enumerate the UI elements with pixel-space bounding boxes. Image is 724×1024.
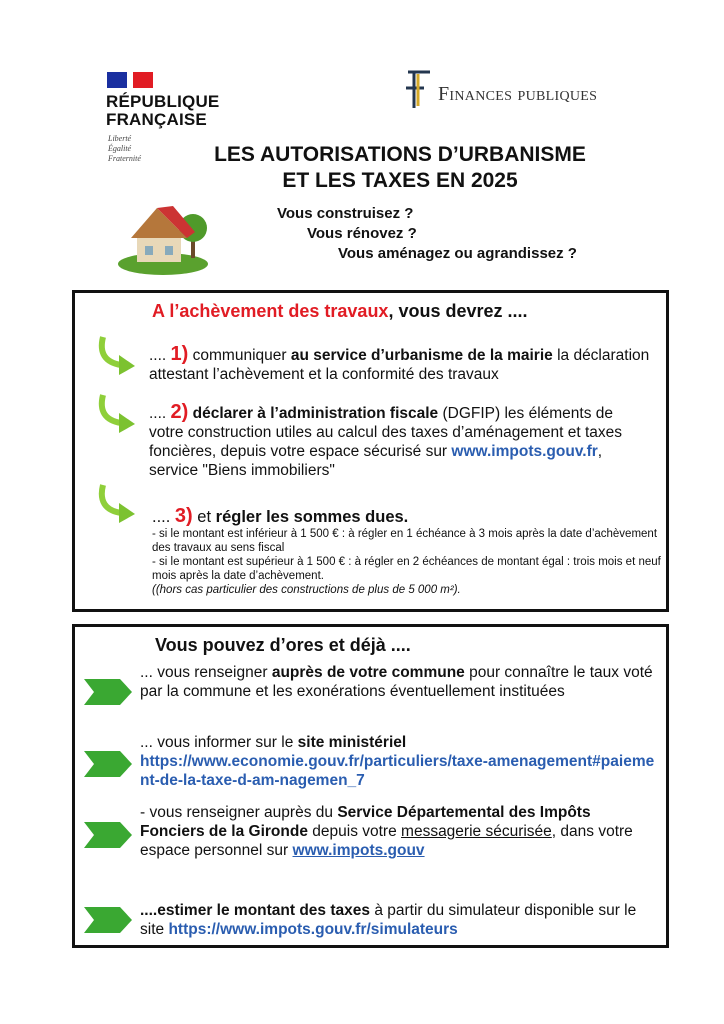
completion-section — [72, 290, 669, 612]
info-commune: ... vous renseigner auprès de votre commune pour connaître le taux voté par la commune et les exonérations éventuellement instituées — [140, 664, 653, 700]
ministry-link[interactable]: https://www.economie.gouv.fr/particuliers/taxe-amenagement#paiement-de-la-taxe-d-am-nagemen_7 — [140, 753, 655, 789]
step-3: .... 3) et régler les sommes dues. - si le montant est inférieur à 1 500 € : à régler en 1 échéance à 3 mois après la date d’achèvement des travaux au sens fiscal - si le montant est supérieur à 1 500 € : à régler en 2 échéances de montant égal : trois mois et neuf mois après la date d’achèvement. ((hors cas particulier des constructions de plus de 5 000 m²). — [152, 505, 661, 596]
info-simulator: ....estimer le montant des taxes à partir du simulateur disponible sur le site https://www.impots.gouv.fr/simulateurs — [140, 902, 637, 938]
question-renovate: Vous rénovez ? — [307, 225, 417, 242]
republique-francaise-logo: RÉPUBLIQUE FRANÇAISE — [106, 92, 220, 129]
motto: Liberté Égalité Fraternité — [108, 134, 141, 163]
you-can-already-section — [72, 624, 669, 948]
step-1: .... 1) communiquer au service d’urbanisme de la mairie la déclaration attestant l’achèvement et la conformité des travaux — [149, 343, 650, 383]
curved-arrow-icon — [95, 335, 137, 375]
secure-messaging-link[interactable]: messagerie sécurisée — [401, 823, 552, 840]
section-heading: Vous pouvez d’ores et déjà .... — [155, 635, 411, 655]
chevron-arrow-icon — [84, 751, 132, 777]
chevron-arrow-icon — [84, 822, 132, 848]
curved-arrow-icon — [95, 393, 137, 433]
marianne-flag-logo — [107, 72, 153, 88]
fp-monogram-icon — [404, 68, 432, 110]
info-ministry-site: ... vous informer sur le site ministériel https://www.economie.gouv.fr/particuliers/taxe-amenagement#paiement-de-la-taxe-d-am-nagemen_7 — [140, 734, 655, 789]
house-illustration — [115, 198, 210, 278]
step-2: .... 2) déclarer à l’administration fiscale (DGFIP) les éléments de votre construction utiles au calcul des taxes d’aménagement et taxes foncières, depuis votre espace sécurisé sur www.impots.gouv.fr, service "Biens immobiliers" — [149, 401, 623, 479]
section-heading: A l’achèvement des travaux, vous devrez .... — [152, 301, 528, 321]
question-extend: Vous aménagez ou agrandissez ? — [338, 245, 577, 262]
simulator-link[interactable]: https://www.impots.gouv.fr/simulateurs — [168, 921, 458, 938]
impots-link[interactable]: www.impots.gouv.fr — [451, 443, 598, 460]
finances-publiques-logo: Finances publiques — [404, 68, 597, 110]
page-title: LES AUTORISATIONS D’URBANISME ET LES TAXES EN 2025 — [214, 143, 586, 192]
impots-gouv-link[interactable]: www.impots.gouv — [292, 842, 425, 859]
question-construct: Vous construisez ? — [277, 205, 414, 222]
curved-arrow-icon — [95, 483, 137, 523]
chevron-arrow-icon — [84, 907, 132, 933]
info-sdif: - vous renseigner auprès du Service Départemental des Impôts Fonciers de la Gironde depuis votre messagerie sécurisée, dans votre espace personnel sur www.impots.gouv — [140, 804, 633, 859]
chevron-arrow-icon — [84, 679, 132, 705]
